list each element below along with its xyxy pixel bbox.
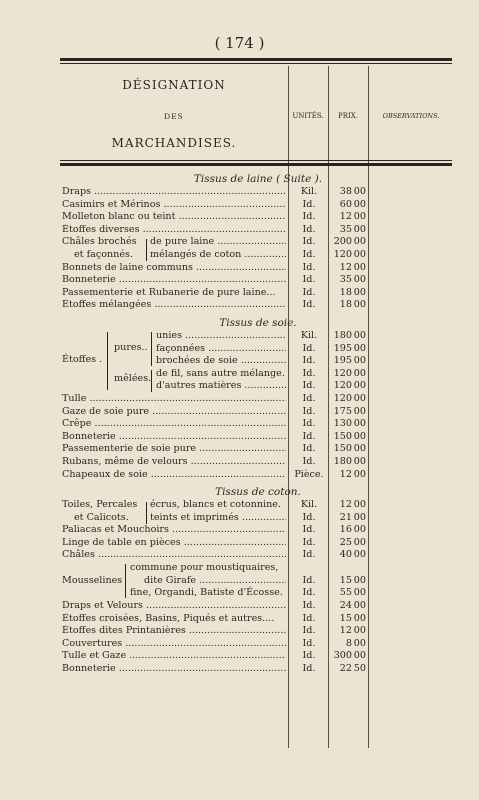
top-rule-thin <box>60 63 452 64</box>
cents-cell: 00 <box>353 236 366 248</box>
table-row <box>62 262 454 275</box>
description-cell: Rubans, même de velours ..... <box>62 456 286 469</box>
cents-cell: 00 <box>353 587 366 599</box>
unit-cell: Kil. <box>300 186 318 197</box>
melees-label: mêlées. <box>114 372 152 384</box>
unit-cell: Id. <box>302 511 316 523</box>
price-group <box>332 368 368 381</box>
description-cell: façonnées ..... <box>156 343 286 356</box>
table-row <box>62 418 454 431</box>
price-cell: 22 <box>339 663 352 675</box>
table-row <box>62 512 454 525</box>
table-row <box>62 625 454 638</box>
price-group <box>332 600 368 613</box>
header-rule <box>60 163 452 166</box>
cents-cell: 00 <box>353 248 366 260</box>
cents-cell: 00 <box>353 430 366 442</box>
description-cell: Paliacas et Mouchoirs ..... <box>62 524 286 537</box>
price-cell: 150 <box>333 443 352 455</box>
description-cell: Tulle et Gaze ..... <box>62 650 286 663</box>
price-cell: 120 <box>333 380 352 392</box>
table-row <box>62 613 454 626</box>
description-cell: Étoffes dites Printanières ..... <box>62 625 286 638</box>
price-cell: 180 <box>333 455 352 467</box>
price-cell: 130 <box>333 418 352 430</box>
price-group <box>332 625 368 638</box>
table-row <box>62 249 454 262</box>
cents-cell: 00 <box>353 274 366 286</box>
description-cell: et Calicots. <box>74 511 129 523</box>
cents-cell: 00 <box>353 637 366 649</box>
table-row <box>62 499 454 512</box>
price-group <box>332 650 368 663</box>
table-row <box>62 537 454 550</box>
price-cell: 12 <box>339 625 352 637</box>
table-row <box>62 600 454 613</box>
cents-cell: 00 <box>353 443 366 455</box>
price-group <box>332 587 368 600</box>
table-row <box>62 638 454 651</box>
price-group <box>332 524 368 537</box>
table-row <box>62 469 454 482</box>
price-group <box>332 380 368 393</box>
unit-cell: Id. <box>302 650 316 662</box>
price-cell: 175 <box>333 405 352 417</box>
header-marchandises: MARCHANDISES. <box>111 136 237 150</box>
cents-cell: 50 <box>353 663 366 675</box>
cents-cell: 00 <box>353 612 366 624</box>
price-group <box>332 499 368 512</box>
price-cell: 15 <box>339 574 352 586</box>
unit-cell: Id. <box>302 587 316 599</box>
unit-cell: Id. <box>302 430 316 442</box>
brace <box>146 239 147 261</box>
unit-cell: Id. <box>302 392 316 404</box>
price-group <box>332 186 368 199</box>
description-cell: de fil, sans autre mélange. <box>156 367 285 379</box>
price-group <box>332 211 368 224</box>
description-cell: Étoffes croisées, Basins, Piqués et autres.... <box>62 612 275 624</box>
price-group <box>332 262 368 275</box>
description-cell: Linge de table en pièces ..... <box>62 537 286 550</box>
cents-cell: 00 <box>353 499 366 511</box>
table-row <box>62 199 454 212</box>
header-observations: OBSERVATIONS. <box>382 112 440 120</box>
price-group <box>332 613 368 626</box>
price-cell: 200 <box>333 236 352 248</box>
description-cell: écrus, blancs et cotonnine. <box>150 499 281 511</box>
price-cell: 12 <box>339 261 352 273</box>
cents-cell: 00 <box>353 536 366 548</box>
table-row <box>62 524 454 537</box>
cents-cell: 00 <box>353 198 366 210</box>
etoffes-group <box>62 330 454 393</box>
table-row <box>62 368 454 381</box>
cents-cell: 00 <box>353 223 366 235</box>
price-group <box>332 469 368 482</box>
price-group <box>332 199 368 212</box>
unit-cell: Id. <box>302 418 316 430</box>
price-group <box>332 431 368 444</box>
mousselines-line: commune pour moustiquaires, <box>130 562 279 574</box>
unit-cell: Id. <box>302 211 316 223</box>
table-row <box>62 299 454 312</box>
price-group <box>332 330 368 343</box>
table-row <box>62 431 454 444</box>
unit-cell: Id. <box>302 405 316 417</box>
price-group <box>332 418 368 431</box>
description-cell: brochées de soie ..... <box>156 355 286 368</box>
cents-cell: 00 <box>353 418 366 430</box>
description-cell: Gaze de soie pure ..... <box>62 406 286 419</box>
price-cell: 55 <box>339 587 352 599</box>
table-row <box>62 443 454 456</box>
table-row <box>62 330 454 343</box>
price-cell: 18 <box>339 286 352 298</box>
cents-cell: 00 <box>353 650 366 662</box>
table-row <box>62 186 454 199</box>
unit-cell: Id. <box>302 248 316 260</box>
unit-cell: Id. <box>302 574 316 586</box>
unit-cell: Id. <box>302 612 316 624</box>
description-cell: Toiles, Percales <box>62 499 138 511</box>
cents-cell: 00 <box>353 511 366 523</box>
price-cell: 24 <box>339 600 352 612</box>
etoffes-label: Étoffes . <box>62 353 103 365</box>
description-cell: Casimirs et Mérinos ..... <box>62 199 286 212</box>
cents-cell: 00 <box>353 524 366 536</box>
cents-cell: 00 <box>353 405 366 417</box>
unit-cell: Id. <box>302 637 316 649</box>
price-group <box>332 287 368 300</box>
table-row <box>62 380 454 393</box>
header-des: DES <box>164 112 184 121</box>
unit-cell: Id. <box>302 455 316 467</box>
section-heading: Tissus de laine ( Suite ). <box>193 173 323 185</box>
description-cell: et façonnés. <box>74 248 134 260</box>
price-cell: 300 <box>333 650 352 662</box>
mousselines-line: fine, Organdi, Batiste d'Écosse. <box>130 587 283 599</box>
unit-cell: Id. <box>302 380 316 392</box>
description-cell: Chapeaux de soie ..... <box>62 469 286 482</box>
pures-label: pures.. <box>114 341 148 353</box>
price-group <box>332 663 368 676</box>
table-row <box>62 549 454 562</box>
cents-cell: 00 <box>353 600 366 612</box>
cents-cell: 00 <box>353 211 366 223</box>
table-row <box>62 287 454 300</box>
description-cell: Molleton blanc ou teint ..... <box>62 211 286 224</box>
price-cell: 35 <box>339 274 352 286</box>
unit-cell: Id. <box>302 198 316 210</box>
price-cell: 12 <box>339 499 352 511</box>
unit-cell: Id. <box>302 625 316 637</box>
cents-cell: 00 <box>353 367 366 379</box>
price-cell: 35 <box>339 223 352 235</box>
unit-cell: Id. <box>302 355 316 367</box>
description-cell: Châles ..... <box>62 549 286 562</box>
unit-cell: Id. <box>302 524 316 536</box>
price-cell: 8 <box>345 637 352 649</box>
price-cell: 150 <box>333 430 352 442</box>
price-group <box>332 274 368 287</box>
price-group <box>332 224 368 237</box>
section-heading: Tissus de coton. <box>215 486 301 499</box>
unit-cell: Id. <box>302 549 316 561</box>
price-group <box>332 575 368 588</box>
section-heading: Tissus de soie. <box>219 316 297 329</box>
unit-cell: Id. <box>302 261 316 273</box>
price-cell: 15 <box>339 612 352 624</box>
table-body <box>62 172 454 676</box>
description-cell: Couvertures ..... <box>62 638 286 651</box>
description-cell: Étoffes mélangées ..... <box>62 299 286 312</box>
description-cell: Draps ..... <box>62 186 286 199</box>
cents-cell: 00 <box>353 355 366 367</box>
table-row <box>62 274 454 287</box>
price-cell: 195 <box>333 342 352 354</box>
unit-cell: Id. <box>302 223 316 235</box>
table-row <box>62 650 454 663</box>
description-cell: Bonneterie ..... <box>62 431 286 444</box>
table-row <box>62 211 454 224</box>
table-row <box>62 456 454 469</box>
description-cell: d'autres matières ..... <box>156 380 286 393</box>
top-rule <box>60 58 452 61</box>
unit-cell: Id. <box>302 274 316 286</box>
price-cell: 16 <box>339 524 352 536</box>
cents-cell: 00 <box>353 380 366 392</box>
cents-cell: 00 <box>353 574 366 586</box>
price-group <box>332 393 368 406</box>
unit-cell: Id. <box>302 342 316 354</box>
price-cell: 120 <box>333 392 352 404</box>
unit-cell: Id. <box>302 367 316 379</box>
cents-cell: 00 <box>353 468 366 480</box>
header-rule-thin <box>60 160 452 161</box>
table-row <box>62 663 454 676</box>
price-group <box>332 537 368 550</box>
price-group <box>332 406 368 419</box>
price-group <box>332 443 368 456</box>
unit-cell: Kil. <box>300 499 318 511</box>
unit-cell: Id. <box>302 286 316 298</box>
price-group <box>332 456 368 469</box>
price-cell: 60 <box>339 198 352 210</box>
price-cell: 195 <box>333 355 352 367</box>
mousselines-label: Mousselines <box>62 575 123 587</box>
cents-cell: 00 <box>353 186 366 197</box>
description-cell: de pure laine ..... <box>150 236 286 249</box>
description-cell: Draps et Velours ..... <box>62 600 286 613</box>
page-number: ( 174 ) <box>214 34 265 52</box>
description-cell: Tulle ..... <box>62 393 286 406</box>
description-cell: Bonnets de laine communs ..... <box>62 262 286 275</box>
unit-cell: Id. <box>302 236 316 248</box>
header-unites: UNITÉS. <box>292 112 324 120</box>
table-row <box>62 575 454 588</box>
cents-cell: 00 <box>353 299 366 311</box>
description-cell: Passementerie et Rubanerie de pure laine... <box>62 286 276 298</box>
price-group <box>332 512 368 525</box>
price-group <box>332 249 368 262</box>
table-row <box>62 587 454 600</box>
description-cell: Étoffes diverses ..... <box>62 224 286 237</box>
price-group <box>332 343 368 356</box>
price-group <box>332 638 368 651</box>
description-cell: Bonneterie ..... <box>62 663 286 676</box>
unit-cell: Pièce. <box>294 468 324 480</box>
price-cell: 21 <box>339 511 352 523</box>
cents-cell: 00 <box>353 286 366 298</box>
price-group <box>332 355 368 368</box>
cents-cell: 00 <box>353 455 366 467</box>
header-designation: DÉSIGNATION <box>122 78 226 92</box>
description-cell: Bonneterie ..... <box>62 274 286 287</box>
unit-cell: Kil. <box>300 329 318 341</box>
price-cell: 180 <box>333 329 352 341</box>
cents-cell: 00 <box>353 392 366 404</box>
price-group <box>332 236 368 249</box>
description-cell: mélangés de coton ..... <box>150 249 286 262</box>
price-group <box>332 299 368 312</box>
description-cell: Crêpe ..... <box>62 418 286 431</box>
unit-cell: Id. <box>302 663 316 675</box>
description-cell: unies ..... <box>156 330 286 343</box>
price-group <box>332 549 368 562</box>
description-cell: Passementerie de soie pure ..... <box>62 443 286 456</box>
table-row <box>62 224 454 237</box>
table-row <box>62 355 454 368</box>
unit-cell: Id. <box>302 536 316 548</box>
price-cell: 12 <box>339 468 352 480</box>
mousselines-line: dite Girafe ..... <box>144 575 286 586</box>
cents-cell: 00 <box>353 342 366 354</box>
mousselines-group <box>62 562 454 600</box>
cents-cell: 00 <box>353 329 366 341</box>
cents-cell: 00 <box>353 549 366 561</box>
price-cell: 12 <box>339 211 352 223</box>
description-cell: Châles brochés <box>62 236 137 248</box>
cents-cell: 00 <box>353 625 366 637</box>
unit-cell: Id. <box>302 299 316 311</box>
price-cell: 38 <box>339 186 352 197</box>
price-cell: 18 <box>339 299 352 311</box>
table-row <box>62 343 454 356</box>
table-row <box>62 393 454 406</box>
unit-cell: Id. <box>302 600 316 612</box>
description-cell: teints et imprimés ..... <box>150 512 286 525</box>
price-cell: 120 <box>333 248 352 260</box>
brace <box>146 502 147 524</box>
table-row <box>62 236 454 249</box>
price-cell: 25 <box>339 536 352 548</box>
table-row <box>62 406 454 419</box>
unit-cell: Id. <box>302 443 316 455</box>
price-cell: 40 <box>339 549 352 561</box>
price-cell: 120 <box>333 367 352 379</box>
cents-cell: 00 <box>353 261 366 273</box>
header-prix: PRIX. <box>338 112 358 120</box>
